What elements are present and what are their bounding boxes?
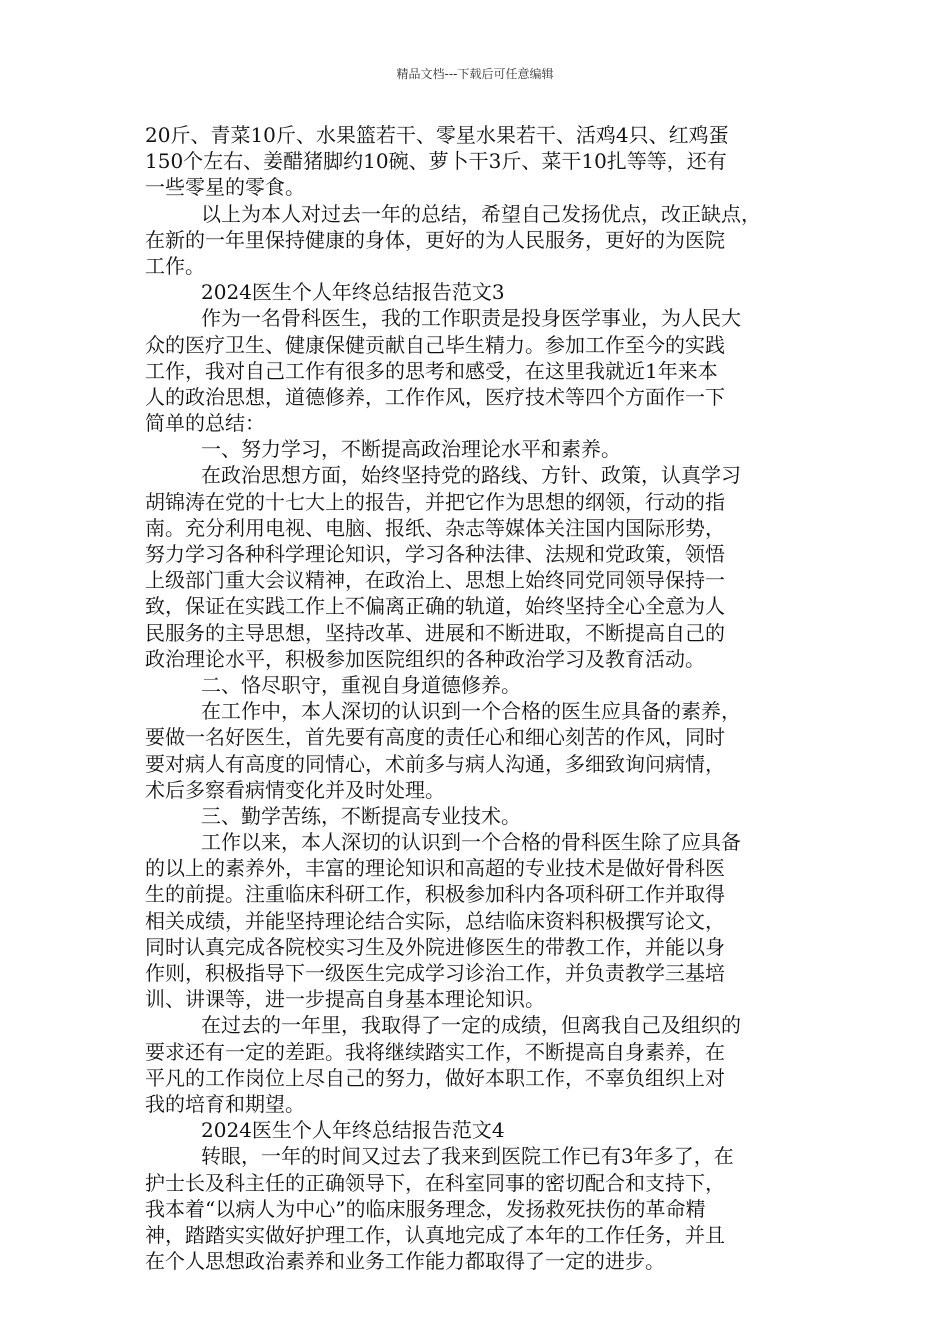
text-line: 一、努力学习，不断提高政治理论水平和素养。 bbox=[201, 437, 621, 462]
text-line: 术后多察看病情变化并及时处理。 bbox=[145, 777, 445, 802]
text-line: 人的政治思想，道德修养，工作作风，医疗技术等四个方面作一下 bbox=[145, 384, 725, 409]
text-line: 150个左右、姜醋猪脚约10碗、萝卜干3斤、菜干10扎等等，还有 bbox=[145, 149, 727, 174]
text-line: 工作。 bbox=[145, 253, 205, 278]
text-line: 在新的一年里保持健康的身体，更好的为人民服务，更好的为医院 bbox=[145, 227, 725, 252]
text-line: 2024医生个人年终总结报告范文4 bbox=[201, 1118, 505, 1143]
text-line: 在个人思想政治素养和业务工作能力都取得了一定的进步。 bbox=[145, 1249, 665, 1274]
page-header: 精品文档---下载后可任意编辑 bbox=[396, 67, 554, 81]
text-line: 胡锦涛在党的十七大上的报告，并把它作为思想的纲领，行动的指 bbox=[145, 489, 725, 514]
text-line: 在政治思想方面，始终坚持党的路线、方针、政策，认真学习 bbox=[201, 463, 741, 488]
text-line: 我的培育和期望。 bbox=[145, 1091, 305, 1116]
text-line: 要做一名好医生，首先要有高度的责任心和细心刻苦的作风，同时 bbox=[145, 725, 725, 750]
text-line: 我本着“以病人为中心”的临床服务理念，发扬救死扶伤的革命精 bbox=[145, 1196, 706, 1221]
text-line: 平凡的工作岗位上尽自己的努力，做好本职工作，不辜负组织上对 bbox=[145, 1065, 725, 1090]
text-line: 政治理论水平，积极参加医院组织的各种政治学习及教育活动。 bbox=[145, 646, 705, 671]
document-body bbox=[145, 122, 825, 1274]
text-line: 同时认真完成各院校实习生及外院进修医生的带教工作，并能以身 bbox=[145, 934, 725, 959]
text-line: 作为一名骨科医生，我的工作职责是投身医学事业，为人民大 bbox=[201, 306, 741, 331]
text-line: 致，保证在实践工作上不偏离正确的轨道，始终坚持全心全意为人 bbox=[145, 594, 725, 619]
text-line: 以上为本人对过去一年的总结，希望自己发扬优点，改正缺点， bbox=[201, 201, 761, 226]
text-line: 工作，我对自己工作有很多的思考和感受，在这里我就近1年来本 bbox=[145, 358, 718, 383]
text-line: 要求还有一定的差距。我将继续踏实工作，不断提高自身素养，在 bbox=[145, 1039, 725, 1064]
text-line: 2024医生个人年终总结报告范文3 bbox=[201, 280, 505, 305]
text-line: 众的医疗卫生、健康保健贡献自己毕生精力。参加工作至今的实践 bbox=[145, 332, 725, 357]
text-line: 在工作中，本人深切的认识到一个合格的医生应具备的素养， bbox=[201, 699, 741, 724]
text-line: 一些零星的零食。 bbox=[145, 175, 305, 200]
text-line: 要对病人有高度的同情心，术前多与病人沟通，多细致询问病情， bbox=[145, 751, 725, 776]
text-line: 努力学习各种科学理论知识，学习各种法律、法规和党政策，领悟 bbox=[145, 542, 725, 566]
text-line: 二、恪尽职守，重视自身道德修养。 bbox=[201, 672, 521, 697]
text-line: 在过去的一年里，我取得了一定的成绩，但离我自己及组织的 bbox=[201, 1013, 741, 1038]
text-line: 南。充分利用电视、电脑、报纸、杂志等媒体关注国内国际形势， bbox=[145, 515, 725, 540]
text-line: 转眼，一年的时间又过去了我来到医院工作已有3年多了，在 bbox=[201, 1144, 734, 1169]
text-line: 护士长及科主任的正确领导下，在科室同事的密切配合和支持下， bbox=[145, 1170, 725, 1195]
text-line: 民服务的主导思想，坚持改革、进展和不断进取，不断提高自己的 bbox=[145, 620, 725, 645]
text-line: 的以上的素养外，丰富的理论知识和高超的专业技术是做好骨科医 bbox=[145, 856, 725, 881]
text-line: 工作以来，本人深切的认识到一个合格的骨科医生除了应具备 bbox=[201, 830, 741, 855]
text-line: 作则，积极指导下一级医生完成学习诊治工作，并负责教学三基培 bbox=[145, 961, 725, 985]
text-line: 神，踏踏实实做好护理工作，认真地完成了本年的工作任务，并且 bbox=[145, 1222, 725, 1247]
text-line: 相关成绩，并能坚持理论结合实际，总结临床资料积极撰写论文， bbox=[145, 908, 725, 933]
text-line: 生的前提。注重临床科研工作，积极参加科内各项科研工作并取得 bbox=[145, 882, 725, 907]
text-line: 简单的总结： bbox=[145, 411, 265, 436]
text-line: 三、勤学苦练，不断提高专业技术。 bbox=[201, 803, 521, 828]
text-line: 20斤、青菜10斤、水果篮若干、零星水果若干、活鸡4只、红鸡蛋 bbox=[145, 123, 729, 147]
text-line: 上级部门重大会议精神，在政治上、思想上始终同党同领导保持一 bbox=[145, 568, 725, 593]
text-line: 训、讲课等，进一步提高自身基本理论知识。 bbox=[145, 987, 545, 1012]
